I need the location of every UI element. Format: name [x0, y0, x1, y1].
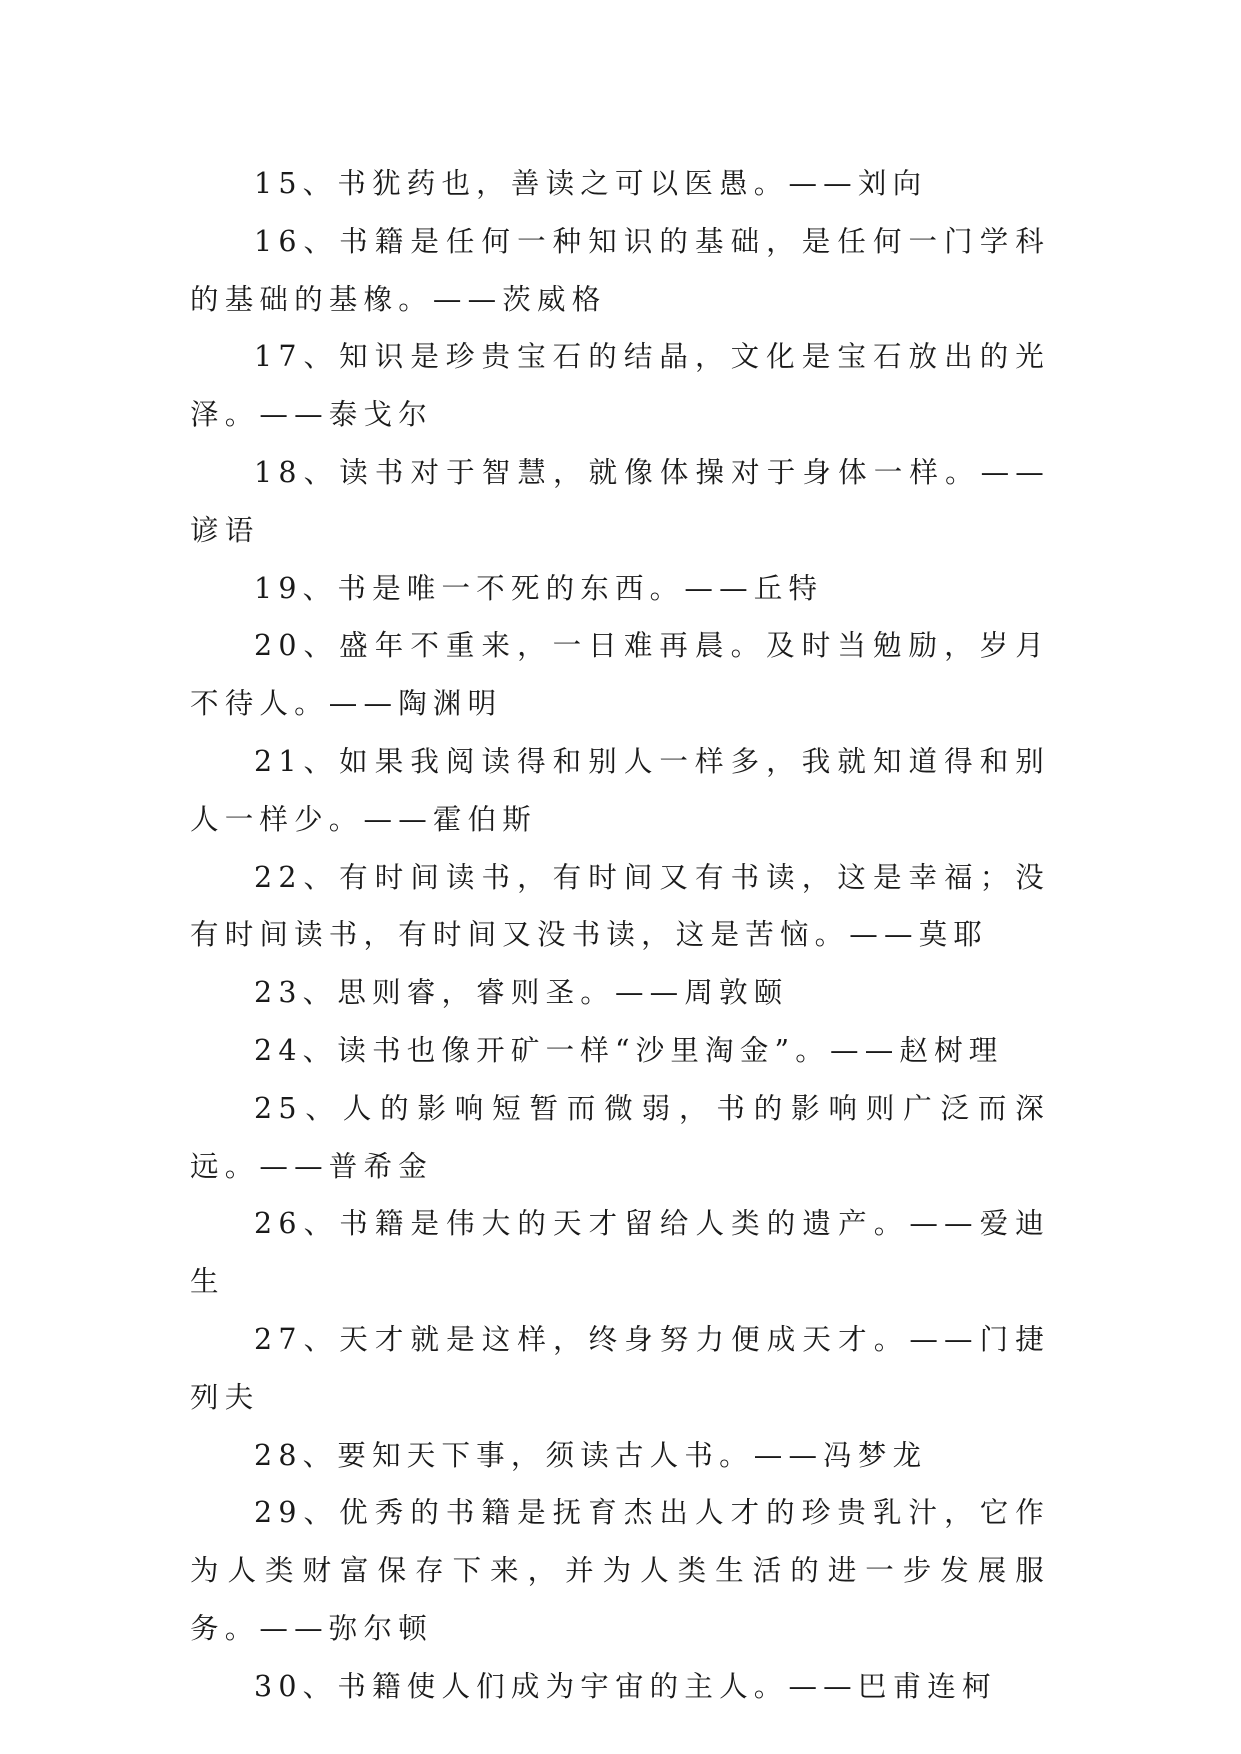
quote-23: 23、思则睿，睿则圣。——周敦颐 [254, 976, 789, 1010]
quote-17: 17、知识是珍贵宝石的结晶，文化是宝石放出的光泽。——泰戈尔 [190, 340, 1050, 432]
quote-list [190, 155, 1050, 1716]
quote-25: 25、人的影响短暂而微弱，书的影响则广泛而深远。——普希金 [190, 1091, 1050, 1183]
quote-28: 28、要知天下事，须读古人书。——冯梦龙 [254, 1438, 928, 1472]
quote-22: 22、有时间读书，有时间又有书读，这是幸福；没有时间读书，有时间又没书读，这是苦恼。——莫耶 [190, 860, 1050, 952]
quote-20: 20、盛年不重来，一日难再晨。及时当勉励，岁月不待人。——陶渊明 [190, 629, 1050, 721]
quote-16: 16、书籍是任何一种知识的基础，是任何一门学科的基础的基橡。——茨威格 [190, 224, 1050, 316]
quote-15: 15、书犹药也，善读之可以医愚。——刘向 [254, 167, 928, 200]
quote-29: 29、优秀的书籍是抚育杰出人才的珍贵乳汁，它作为人类财富保存下来，并为人类生活的进一步发展服务。——弥尔顿 [190, 1496, 1050, 1645]
quote-18: 18、读书对于智慧，就像体操对于身体一样。——谚语 [190, 455, 1050, 547]
quote-24: 24、读书也像开矿一样“沙里淘金”。——赵树理 [254, 1033, 1004, 1067]
quote-27: 27、天才就是这样，终身努力便成天才。——门捷列夫 [190, 1322, 1050, 1414]
quote-26: 26、书籍是伟大的天才留给人类的遗产。——爱迪生 [190, 1207, 1050, 1299]
quote-30: 30、书籍使人们成为宇宙的主人。——巴甫连柯 [254, 1669, 997, 1703]
quote-21: 21、如果我阅读得和别人一样多，我就知道得和别人一样少。——霍伯斯 [190, 744, 1050, 836]
quote-19: 19、书是唯一不死的东西。——丘特 [254, 571, 824, 605]
